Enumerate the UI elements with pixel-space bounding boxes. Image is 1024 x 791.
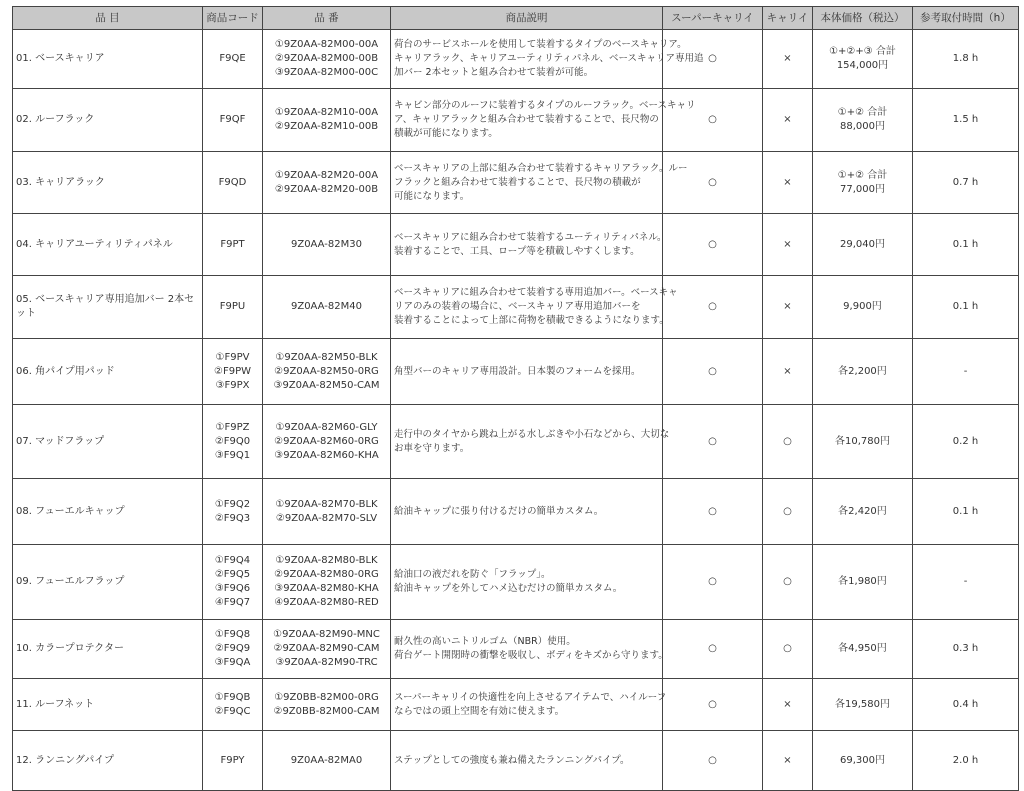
super-carry-compat: ○ bbox=[663, 620, 763, 679]
part-number-line: ①9Z0AA-82M60-GLY bbox=[275, 421, 378, 433]
accessory-table bbox=[12, 6, 1019, 791]
description-line: 積載が可能になります。 bbox=[394, 128, 498, 139]
super-carry-compat: ○ bbox=[663, 89, 763, 152]
item-name: 04. キャリアユーティリティパネル bbox=[13, 214, 203, 276]
table-row bbox=[13, 620, 1019, 679]
product-code-line: ③F9PX bbox=[215, 379, 250, 391]
product-code-line: ①F9QB bbox=[214, 691, 251, 703]
carry-compat: × bbox=[763, 152, 813, 214]
product-code-line: F9PY bbox=[220, 754, 245, 766]
product-code-line: ③F9QA bbox=[214, 657, 251, 668]
item-name: 08. フューエルキャップ bbox=[13, 479, 203, 545]
super-carry-compat: ○ bbox=[663, 731, 763, 791]
product-code-line: F9QF bbox=[219, 114, 246, 125]
install-time: 0.7 h bbox=[913, 152, 1019, 214]
price-line: 77,000円 bbox=[840, 183, 885, 195]
super-carry-compat: ○ bbox=[663, 405, 763, 479]
carry-compat: × bbox=[763, 679, 813, 731]
price bbox=[813, 479, 913, 545]
item-name: 02. ルーフラック bbox=[13, 89, 203, 152]
description-line: ステップとしての強度も兼ね備えたランニングパイプ。 bbox=[394, 754, 630, 766]
table-row bbox=[13, 405, 1019, 479]
description-line: お車を守ります。 bbox=[394, 442, 470, 454]
install-time: 1.5 h bbox=[913, 89, 1019, 152]
product-code-line: ②F9PW bbox=[214, 365, 251, 377]
description bbox=[391, 545, 663, 620]
description bbox=[391, 679, 667, 731]
product-code bbox=[203, 89, 263, 152]
part-number-line: ①9Z0AA-82M50-BLK bbox=[275, 351, 378, 363]
price bbox=[813, 152, 913, 214]
part-number bbox=[263, 679, 391, 731]
carry-compat: ○ bbox=[763, 405, 813, 479]
part-number-line: ①9Z0AA-82M90-MNC bbox=[273, 629, 380, 640]
price-line: 154,000円 bbox=[836, 60, 889, 71]
price bbox=[813, 89, 913, 152]
description bbox=[391, 405, 670, 479]
price-line: 各10,780円 bbox=[835, 435, 890, 447]
description-line: リアのみの装着の場合に、ベースキャリア専用追加バーを bbox=[394, 301, 641, 312]
description-line: キャビン部分のルーフに装着するタイプのルーフラック。ベースキャリ bbox=[394, 100, 696, 111]
price-line: ①+②+③ 合計 bbox=[829, 46, 896, 57]
carry-compat: ○ bbox=[763, 479, 813, 545]
description-line: 荷台ゲート開閉時の衝撃を吸収し、ボディをキズから守ります。 bbox=[394, 650, 668, 661]
item-name: 05. ベースキャリア専用追加バー 2本セット bbox=[13, 276, 203, 339]
install-time: 0.2 h bbox=[913, 405, 1019, 479]
table-row bbox=[13, 679, 1019, 731]
description bbox=[391, 214, 667, 276]
super-carry-compat: ○ bbox=[663, 339, 763, 405]
part-number-line: ①9Z0AA-82M70-BLK bbox=[275, 498, 378, 510]
description bbox=[391, 731, 663, 791]
product-code bbox=[203, 479, 263, 545]
part-number bbox=[263, 152, 391, 214]
product-code-line: F9QD bbox=[218, 176, 247, 188]
item-name: 07. マッドフラップ bbox=[13, 405, 203, 479]
part-number-line: ②9Z0AA-82M50-0RG bbox=[274, 365, 379, 377]
item-name: 12. ランニングパイプ bbox=[13, 731, 203, 791]
description-line: フラックと組み合わせて装着することで、長尺物の積載が bbox=[394, 176, 641, 188]
super-carry-compat: ○ bbox=[663, 276, 763, 339]
super-carry-compat: ○ bbox=[663, 214, 763, 276]
part-number-line: 9Z0AA-82M40 bbox=[290, 301, 362, 312]
carry-compat: ○ bbox=[763, 620, 813, 679]
header-description: 商品説明 bbox=[391, 7, 663, 30]
part-number-line: ②9Z0AA-82M00-00B bbox=[274, 53, 379, 64]
description-line: 加バー 2本セットと組み合わせて装着が可能。 bbox=[394, 67, 594, 78]
part-number bbox=[263, 276, 391, 339]
price bbox=[813, 339, 913, 405]
table-row bbox=[13, 152, 1019, 214]
product-code-line: F9PU bbox=[219, 301, 246, 312]
price bbox=[813, 545, 913, 620]
part-number bbox=[263, 620, 391, 679]
part-number-line: ②9Z0AA-82M90-CAM bbox=[273, 643, 380, 654]
part-number bbox=[263, 89, 391, 152]
table-row bbox=[13, 30, 1019, 89]
product-code-line: ②F9Q5 bbox=[214, 569, 251, 580]
part-number-line: ①9Z0AA-82M00-00A bbox=[274, 39, 379, 50]
item-name: 06. 角パイプ用パッド bbox=[13, 339, 203, 405]
description-line: 荷台のサービスホールを使用して装着するタイプのベースキャリア。 bbox=[394, 39, 687, 50]
install-time: 1.8 h bbox=[913, 30, 1019, 89]
part-number bbox=[263, 479, 391, 545]
product-code bbox=[203, 30, 263, 89]
description bbox=[391, 152, 688, 214]
price-line: 各19,580円 bbox=[835, 698, 890, 710]
price-line: 88,000円 bbox=[840, 121, 885, 132]
description-line: スーパーキャリイの快適性を向上させるアイテムで、ハイルーフ bbox=[394, 691, 667, 703]
carry-compat: × bbox=[763, 731, 813, 791]
price bbox=[813, 405, 913, 479]
super-carry-compat: ○ bbox=[663, 545, 763, 620]
part-number bbox=[263, 731, 391, 791]
install-time: 0.1 h bbox=[913, 479, 1019, 545]
price-line: 69,300円 bbox=[840, 754, 885, 766]
header-price: 本体価格（税込） bbox=[813, 7, 913, 30]
product-code-line: ①F9Q8 bbox=[214, 629, 251, 640]
description bbox=[391, 620, 668, 679]
part-number-line: 9Z0AA-82MA0 bbox=[290, 754, 363, 766]
part-number-line: ②9Z0AA-82M80-0RG bbox=[274, 569, 379, 580]
product-code-line: ②F9Q3 bbox=[214, 512, 251, 524]
part-number-line: ①9Z0BB-82M00-0RG bbox=[274, 691, 379, 703]
table-row bbox=[13, 89, 1019, 152]
part-number-line: ③9Z0AA-82M00-00C bbox=[274, 67, 379, 78]
product-code bbox=[203, 620, 263, 679]
item-name: 01. ベースキャリア bbox=[13, 30, 203, 89]
part-number-line: ②9Z0AA-82M10-00B bbox=[274, 121, 379, 132]
price-line: ①+② 合計 bbox=[837, 169, 888, 181]
part-number bbox=[263, 214, 391, 276]
part-number-line: ②9Z0AA-82M60-0RG bbox=[274, 435, 379, 447]
price-line: 各1,980円 bbox=[838, 576, 887, 587]
install-time: 2.0 h bbox=[913, 731, 1019, 791]
install-time: - bbox=[913, 545, 1019, 620]
header-part-number: 品 番 bbox=[263, 7, 391, 30]
part-number bbox=[263, 339, 391, 405]
super-carry-compat: ○ bbox=[663, 679, 763, 731]
header-carry: キャリイ bbox=[763, 7, 813, 30]
carry-compat: × bbox=[763, 339, 813, 405]
description-line: ベースキャリアに組み合わせて装着する専用追加バー。ベースキャ bbox=[394, 287, 678, 298]
carry-compat: × bbox=[763, 214, 813, 276]
part-number-line: ①9Z0AA-82M20-00A bbox=[274, 169, 379, 181]
table-row bbox=[13, 545, 1019, 620]
install-time: 0.1 h bbox=[913, 214, 1019, 276]
super-carry-compat: ○ bbox=[663, 152, 763, 214]
table-row bbox=[13, 214, 1019, 276]
price-line: 29,040円 bbox=[840, 238, 885, 250]
install-time: 0.1 h bbox=[913, 276, 1019, 339]
product-code-line: ①F9Q2 bbox=[214, 498, 251, 510]
price-line: 各2,200円 bbox=[838, 365, 887, 377]
price-line: 各2,420円 bbox=[838, 505, 887, 517]
super-carry-compat: ○ bbox=[663, 479, 763, 545]
description-line: 装着することによって上部に荷物を積載できるようになります。 bbox=[394, 315, 669, 326]
description bbox=[391, 479, 663, 545]
price bbox=[813, 214, 913, 276]
description-line: ア、キャリアラックと組み合わせて装着することで、長尺物の bbox=[394, 114, 659, 125]
description-line: ベースキャリアに組み合わせて装着するユーティリティパネル。 bbox=[394, 231, 667, 243]
product-code-line: ②F9Q9 bbox=[214, 643, 251, 654]
price bbox=[813, 620, 913, 679]
price bbox=[813, 276, 913, 339]
part-number-line: ②9Z0AA-82M20-00B bbox=[274, 183, 379, 195]
product-code bbox=[203, 214, 263, 276]
description-line: 走行中のタイヤから跳ね上がる水しぶきや小石などから、大切な bbox=[394, 428, 670, 440]
part-number bbox=[263, 30, 391, 89]
description-line: 装着することで、工具、ロープ等を積載しやすくします。 bbox=[394, 245, 640, 257]
part-number-line: ②9Z0BB-82M00-CAM bbox=[273, 705, 380, 717]
product-code-line: ①F9PZ bbox=[215, 421, 250, 433]
header-item: 品 目 bbox=[13, 7, 203, 30]
price bbox=[813, 30, 913, 89]
description-line: 給油キャップに張り付けるだけの簡単カスタム。 bbox=[394, 505, 604, 517]
header-install-time: 参考取付時間（h） bbox=[913, 7, 1019, 30]
price-line: 9,900円 bbox=[843, 301, 882, 312]
product-code-line: F9PT bbox=[220, 238, 245, 250]
install-time: - bbox=[913, 339, 1019, 405]
price-line: ①+② 合計 bbox=[837, 107, 888, 118]
part-number-line: ③9Z0AA-82M60-KHA bbox=[274, 449, 379, 461]
description-line: キャリアラック、キャリアユーティリティパネル、ベースキャリア専用追 bbox=[394, 53, 704, 64]
carry-compat: × bbox=[763, 276, 813, 339]
item-name: 11. ルーフネット bbox=[13, 679, 203, 731]
price bbox=[813, 731, 913, 791]
product-code bbox=[203, 679, 263, 731]
part-number-line: ①9Z0AA-82M10-00A bbox=[274, 107, 379, 118]
item-name: 09. フューエルフラップ bbox=[13, 545, 203, 620]
carry-compat: × bbox=[763, 30, 813, 89]
part-number-line: ④9Z0AA-82M80-RED bbox=[274, 597, 379, 608]
item-name: 10. カラープロテクター bbox=[13, 620, 203, 679]
part-number-line: ②9Z0AA-82M70-SLV bbox=[275, 512, 378, 524]
description bbox=[391, 30, 704, 89]
product-code-line: ①F9Q4 bbox=[214, 555, 251, 566]
description bbox=[391, 89, 696, 152]
carry-compat: ○ bbox=[763, 545, 813, 620]
price bbox=[813, 679, 913, 731]
table-row bbox=[13, 276, 1019, 339]
part-number-line: ①9Z0AA-82M80-BLK bbox=[275, 555, 378, 566]
description-line: ベースキャリアの上部に組み合わせて装着するキャリアラック。ルー bbox=[394, 162, 688, 174]
description-line: 可能になります。 bbox=[394, 190, 470, 202]
product-code-line: ①F9PV bbox=[215, 351, 250, 363]
table-body bbox=[13, 30, 1019, 791]
super-carry-compat: ○ bbox=[663, 30, 763, 89]
install-time: 0.4 h bbox=[913, 679, 1019, 731]
part-number bbox=[263, 405, 391, 479]
table-row bbox=[13, 731, 1019, 791]
install-time: 0.3 h bbox=[913, 620, 1019, 679]
description-line: ならではの頭上空間を有効に使えます。 bbox=[394, 705, 565, 717]
description bbox=[391, 276, 678, 339]
product-code-line: F9QE bbox=[219, 53, 246, 64]
part-number-line: ③9Z0AA-82M80-KHA bbox=[274, 583, 379, 594]
product-code-line: ②F9QC bbox=[214, 705, 251, 717]
header-product-code: 商品コード bbox=[203, 7, 263, 30]
product-code-line: ③F9Q1 bbox=[214, 449, 251, 461]
part-number-line: ③9Z0AA-82M90-TRC bbox=[275, 657, 378, 668]
product-code bbox=[203, 152, 263, 214]
item-name: 03. キャリアラック bbox=[13, 152, 203, 214]
description bbox=[391, 339, 663, 405]
description-line: 給油口の液だれを防ぐ「フラップ」。 bbox=[394, 569, 551, 580]
part-number bbox=[263, 545, 391, 620]
header-row bbox=[13, 7, 1019, 30]
table-row bbox=[13, 479, 1019, 545]
part-number-line: ③9Z0AA-82M50-CAM bbox=[273, 379, 380, 391]
description-line: 耐久性の高いニトリルゴム（NBR）使用。 bbox=[394, 636, 576, 647]
table-row bbox=[13, 339, 1019, 405]
product-code-line: ④F9Q7 bbox=[214, 597, 251, 608]
product-code-line: ②F9Q0 bbox=[214, 435, 251, 447]
product-code bbox=[203, 339, 263, 405]
description-line: 給油キャップを外してハメ込むだけの簡単カスタム。 bbox=[394, 583, 623, 594]
description-line: 角型バーのキャリア専用設計。日本製のフォームを採用。 bbox=[394, 365, 641, 377]
header-super-carry: スーパーキャリイ bbox=[663, 7, 763, 30]
product-code bbox=[203, 405, 263, 479]
product-code-line: ③F9Q6 bbox=[214, 583, 251, 594]
part-number-line: 9Z0AA-82M30 bbox=[290, 238, 362, 250]
product-code bbox=[203, 731, 263, 791]
product-code bbox=[203, 276, 263, 339]
carry-compat: × bbox=[763, 89, 813, 152]
price-line: 各4,950円 bbox=[838, 643, 887, 654]
product-code bbox=[203, 545, 263, 620]
